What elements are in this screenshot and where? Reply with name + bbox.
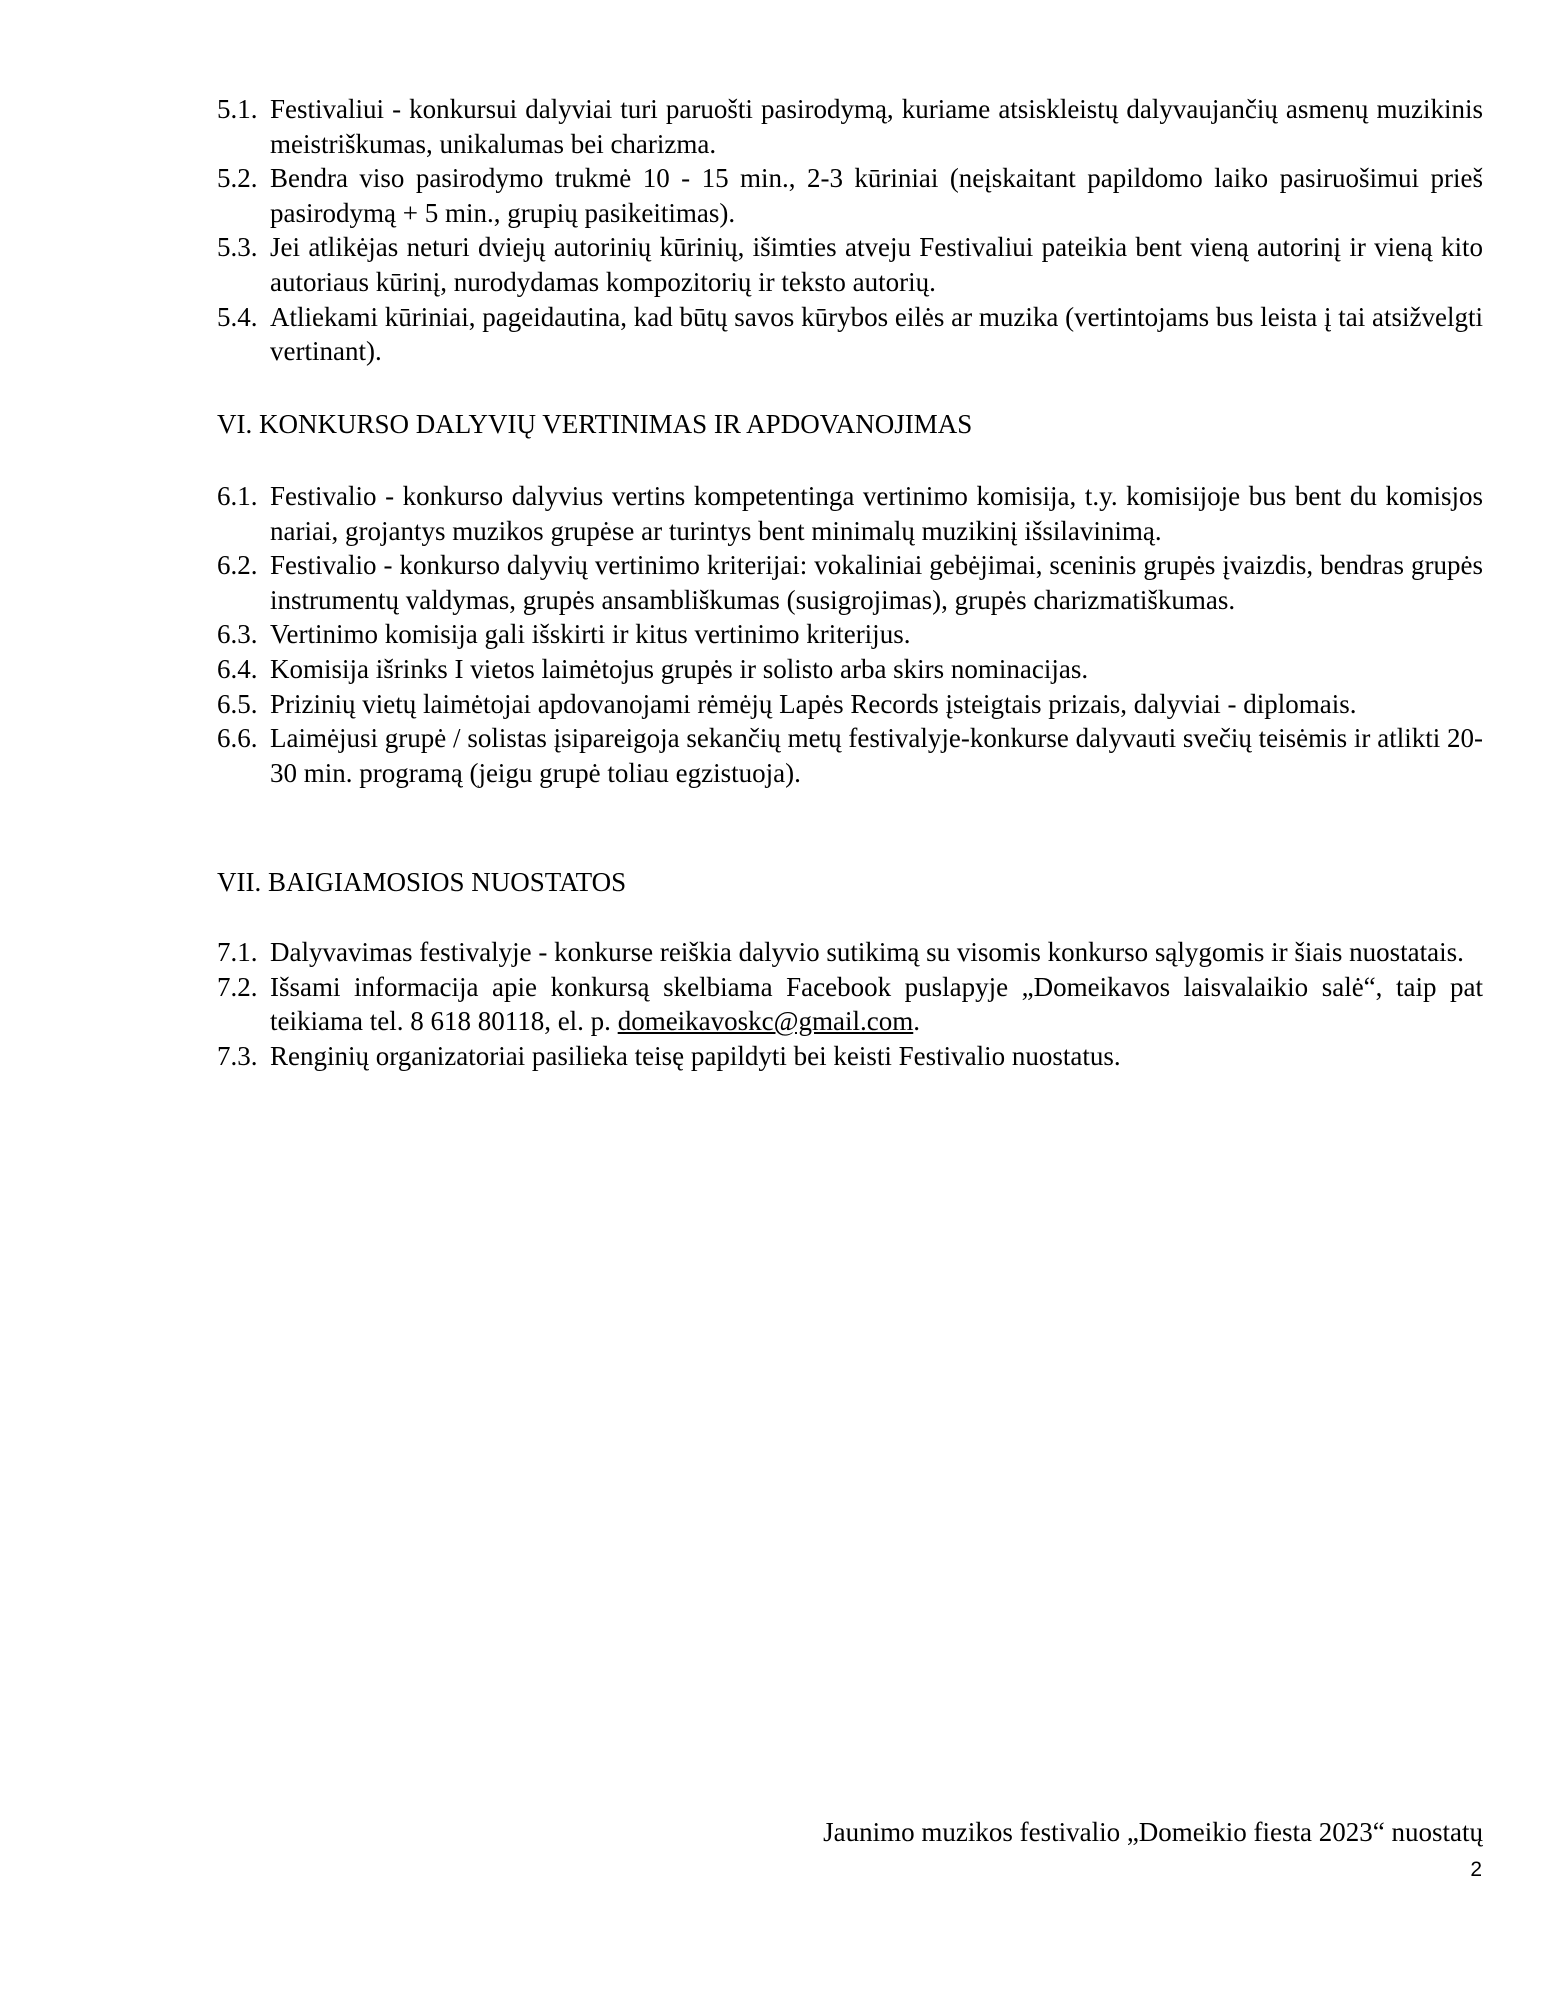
list-item bbox=[217, 1039, 1483, 1074]
list-item bbox=[217, 230, 1483, 299]
item-number: 6.2. bbox=[217, 550, 258, 581]
item-text: Vertinimo komisija gali išskirti ir kitus vertinimo kriterijus. bbox=[270, 619, 911, 650]
item-number: 6.4. bbox=[217, 653, 258, 684]
section-5-list bbox=[217, 92, 1483, 369]
item-text: Išsami informacija apie konkursą skelbiama Facebook puslapyje „Domeikavos laisvalaikio salė“, taip pat teikiama tel. 8 618 80118, el. p. bbox=[270, 971, 1483, 1037]
item-text: Bendra viso pasirodymo trukmė 10 - 15 min., 2-3 kūriniai (neįskaitant papildomo laiko pasiruošimui prieš pasirodymą + 5 min., grupių pasikeitimas). bbox=[270, 163, 1483, 228]
section-6-heading: VI. KONKURSO DALYVIŲ VERTINIMAS IR APDOVANOJIMAS bbox=[217, 409, 973, 439]
list-item bbox=[217, 970, 1483, 1039]
section-6-list bbox=[217, 479, 1483, 790]
section-7-list bbox=[217, 935, 1483, 1073]
email-link[interactable]: domeikavoskc@gmail.com bbox=[617, 1006, 914, 1037]
list-item bbox=[217, 161, 1483, 230]
item-text: Komisija išrinks I vietos laimėtojus grupės ir solisto arba skirs nominacijas. bbox=[270, 653, 1089, 684]
section-7-heading: VII. BAIGIAMOSIOS NUOSTATOS bbox=[217, 867, 627, 897]
list-item bbox=[217, 687, 1483, 722]
item-text: Festivalio - konkurso dalyvius vertins kompetentinga vertinimo komisija, t.y. komisijoje bus bent du komisjos nariai, grojantys muzikos grupėse ar turintys bent minimalų muzikinį išsilavinimą. bbox=[270, 481, 1483, 546]
footer-title: Jaunimo muzikos festivalio „Domeikio fiesta 2023“ nuostatų bbox=[823, 1817, 1483, 1847]
item-text-end: . bbox=[913, 1006, 920, 1037]
item-number: 7.2. bbox=[217, 971, 258, 1002]
item-number: 5.2. bbox=[217, 163, 258, 194]
item-number: 7.1. bbox=[217, 937, 258, 967]
list-item bbox=[217, 92, 1483, 161]
item-number: 6.1. bbox=[217, 481, 258, 511]
item-number: 5.4. bbox=[217, 301, 258, 332]
item-text: Jei atlikėjas neturi dviejų autorinių kūrinių, išimties atveju Festivaliui pateikia bent vieną autorinį ir vieną kito autoriaus kūrinį, nurodydamas kompozitorių ir teksto autorių. bbox=[270, 232, 1483, 297]
list-item bbox=[217, 548, 1483, 617]
list-item bbox=[217, 935, 1483, 970]
item-text: Dalyvavimas festivalyje - konkurse reiškia dalyvio sutikimą su visomis konkurso sąlygomis ir šiais nuostatais. bbox=[270, 937, 1464, 967]
page-number: 2 bbox=[1470, 1858, 1482, 1881]
item-number: 6.6. bbox=[217, 723, 258, 754]
list-item bbox=[217, 721, 1483, 790]
list-item bbox=[217, 300, 1483, 369]
item-number: 5.1. bbox=[217, 94, 258, 124]
list-item bbox=[217, 652, 1483, 687]
item-number: 5.3. bbox=[217, 232, 258, 263]
item-text: Festivalio - konkurso dalyvių vertinimo kriterijai: vokaliniai gebėjimai, sceninis grupės įvaizdis, bendras grupės instrumentų valdymas, grupės ansambliškumas (susigrojimas), grupės charizmatiškumas. bbox=[270, 550, 1483, 615]
item-text: Laimėjusi grupė / solistas įsipareigoja sekančių metų festivalyje-konkurse dalyvauti svečių teisėmis ir atlikti 20-30 min. programą (jeigu grupė toliau egzistuoja). bbox=[270, 723, 1483, 788]
list-item bbox=[217, 479, 1483, 548]
item-text: Atliekami kūriniai, pageidautina, kad būtų savos kūrybos eilės ar muzika (vertintojams bus leista į tai atsižvelgti vertinant). bbox=[270, 301, 1483, 367]
list-item bbox=[217, 617, 1483, 652]
item-text: Renginių organizatoriai pasilieka teisę papildyti bei keisti Festivalio nuostatus. bbox=[270, 1040, 1121, 1071]
item-number: 6.5. bbox=[217, 688, 258, 719]
item-number: 6.3. bbox=[217, 619, 258, 650]
item-text: Prizinių vietų laimėtojai apdovanojami rėmėjų Lapės Records įsteigtais prizais, dalyviai - diplomais. bbox=[270, 688, 1357, 719]
item-number: 7.3. bbox=[217, 1040, 258, 1071]
item-text: Festivaliui - konkursui dalyviai turi paruošti pasirodymą, kuriame atsiskleistų dalyvaujančių asmenų muzikinis meistriškumas, unikalumas bei charizma. bbox=[270, 94, 1483, 159]
